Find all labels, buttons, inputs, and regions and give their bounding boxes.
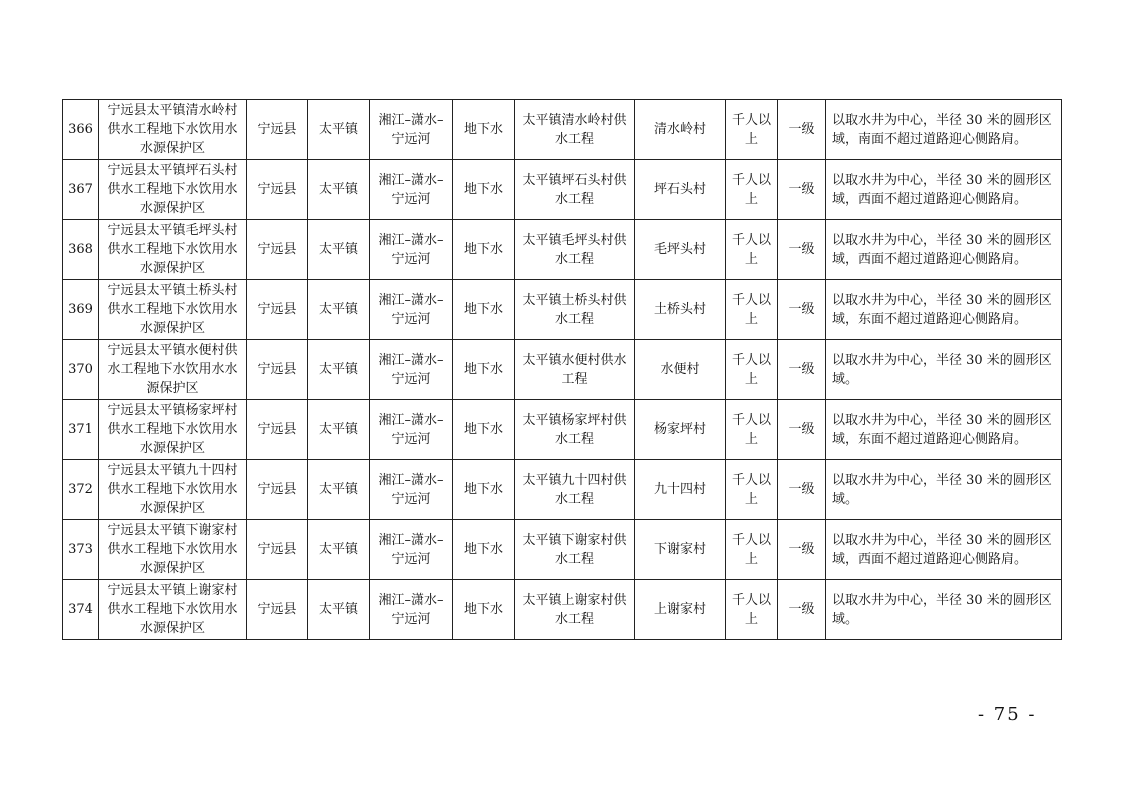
- table-row: [63, 580, 1062, 640]
- water-source-type-cell: 地下水: [453, 520, 515, 580]
- town-cell: 太平镇: [308, 340, 370, 400]
- protection-level-cell: 一级: [778, 460, 826, 520]
- supply-project-cell: 太平镇土桥头村供水工程: [515, 280, 635, 340]
- river-system-cell: 湘江–潇水–宁远河: [370, 160, 453, 220]
- water-source-type-cell: 地下水: [453, 100, 515, 160]
- supply-scale-cell: 千人以上: [726, 400, 778, 460]
- village-cell: 坪石头村: [635, 160, 726, 220]
- supply-project-cell: 太平镇水便村供水工程: [515, 340, 635, 400]
- supply-project-cell: 太平镇清水岭村供水工程: [515, 100, 635, 160]
- page-number: - 75 -: [978, 704, 1037, 725]
- table-row: [63, 160, 1062, 220]
- protection-scope-cell: 以取水井为中心，半径 30 米的圆形区域，西面不超过道路迎心侧路肩。: [826, 220, 1062, 280]
- water-source-type-cell: 地下水: [453, 580, 515, 640]
- table-row: [63, 340, 1062, 400]
- protection-level-cell: 一级: [778, 520, 826, 580]
- row-number-cell: 371: [63, 400, 99, 460]
- water-source-type-cell: 地下水: [453, 400, 515, 460]
- county-cell: 宁远县: [247, 100, 308, 160]
- water-source-protection-table: [62, 99, 1062, 640]
- row-number-cell: 370: [63, 340, 99, 400]
- table-row: [63, 460, 1062, 520]
- protection-scope-cell: 以取水井为中心，半径 30 米的圆形区域。: [826, 460, 1062, 520]
- river-system-cell: 湘江–潇水–宁远河: [370, 280, 453, 340]
- protection-zone-name-cell: 宁远县太平镇坪石头村供水工程地下水饮用水水源保护区: [99, 160, 247, 220]
- supply-project-cell: 太平镇九十四村供水工程: [515, 460, 635, 520]
- protection-zone-name-cell: 宁远县太平镇毛坪头村供水工程地下水饮用水水源保护区: [99, 220, 247, 280]
- village-cell: 上谢家村: [635, 580, 726, 640]
- town-cell: 太平镇: [308, 580, 370, 640]
- river-system-cell: 湘江–潇水–宁远河: [370, 580, 453, 640]
- supply-scale-cell: 千人以上: [726, 460, 778, 520]
- supply-scale-cell: 千人以上: [726, 220, 778, 280]
- row-number-cell: 367: [63, 160, 99, 220]
- row-number-cell: 373: [63, 520, 99, 580]
- county-cell: 宁远县: [247, 460, 308, 520]
- protection-level-cell: 一级: [778, 340, 826, 400]
- supply-scale-cell: 千人以上: [726, 340, 778, 400]
- row-number-cell: 366: [63, 100, 99, 160]
- county-cell: 宁远县: [247, 220, 308, 280]
- supply-scale-cell: 千人以上: [726, 280, 778, 340]
- protection-level-cell: 一级: [778, 100, 826, 160]
- village-cell: 九十四村: [635, 460, 726, 520]
- table-body: [63, 100, 1062, 640]
- protection-level-cell: 一级: [778, 580, 826, 640]
- supply-project-cell: 太平镇上谢家村供水工程: [515, 580, 635, 640]
- river-system-cell: 湘江–潇水–宁远河: [370, 460, 453, 520]
- county-cell: 宁远县: [247, 160, 308, 220]
- village-cell: 土桥头村: [635, 280, 726, 340]
- river-system-cell: 湘江–潇水–宁远河: [370, 400, 453, 460]
- table-row: [63, 280, 1062, 340]
- town-cell: 太平镇: [308, 400, 370, 460]
- river-system-cell: 湘江–潇水–宁远河: [370, 340, 453, 400]
- supply-project-cell: 太平镇下谢家村供水工程: [515, 520, 635, 580]
- county-cell: 宁远县: [247, 280, 308, 340]
- table-row: [63, 520, 1062, 580]
- protection-level-cell: 一级: [778, 220, 826, 280]
- protection-scope-cell: 以取水井为中心，半径 30 米的圆形区域，南面不超过道路迎心侧路肩。: [826, 100, 1062, 160]
- village-cell: 毛坪头村: [635, 220, 726, 280]
- supply-scale-cell: 千人以上: [726, 520, 778, 580]
- water-source-type-cell: 地下水: [453, 280, 515, 340]
- town-cell: 太平镇: [308, 280, 370, 340]
- town-cell: 太平镇: [308, 460, 370, 520]
- county-cell: 宁远县: [247, 520, 308, 580]
- protection-zone-name-cell: 宁远县太平镇杨家坪村供水工程地下水饮用水水源保护区: [99, 400, 247, 460]
- water-source-type-cell: 地下水: [453, 220, 515, 280]
- village-cell: 水便村: [635, 340, 726, 400]
- row-number-cell: 372: [63, 460, 99, 520]
- supply-project-cell: 太平镇坪石头村供水工程: [515, 160, 635, 220]
- supply-scale-cell: 千人以上: [726, 580, 778, 640]
- river-system-cell: 湘江–潇水–宁远河: [370, 100, 453, 160]
- protection-scope-cell: 以取水井为中心，半径 30 米的圆形区域。: [826, 340, 1062, 400]
- village-cell: 杨家坪村: [635, 400, 726, 460]
- village-cell: 清水岭村: [635, 100, 726, 160]
- town-cell: 太平镇: [308, 520, 370, 580]
- water-source-type-cell: 地下水: [453, 160, 515, 220]
- river-system-cell: 湘江–潇水–宁远河: [370, 520, 453, 580]
- town-cell: 太平镇: [308, 160, 370, 220]
- protection-zone-name-cell: 宁远县太平镇水便村供水工程地下水饮用水水源保护区: [99, 340, 247, 400]
- row-number-cell: 374: [63, 580, 99, 640]
- protection-zone-name-cell: 宁远县太平镇土桥头村供水工程地下水饮用水水源保护区: [99, 280, 247, 340]
- row-number-cell: 368: [63, 220, 99, 280]
- county-cell: 宁远县: [247, 580, 308, 640]
- town-cell: 太平镇: [308, 100, 370, 160]
- protection-scope-cell: 以取水井为中心，半径 30 米的圆形区域，东面不超过道路迎心侧路肩。: [826, 280, 1062, 340]
- table-row: [63, 100, 1062, 160]
- protection-zone-name-cell: 宁远县太平镇上谢家村供水工程地下水饮用水水源保护区: [99, 580, 247, 640]
- county-cell: 宁远县: [247, 340, 308, 400]
- river-system-cell: 湘江–潇水–宁远河: [370, 220, 453, 280]
- protection-level-cell: 一级: [778, 160, 826, 220]
- water-source-type-cell: 地下水: [453, 460, 515, 520]
- village-cell: 下谢家村: [635, 520, 726, 580]
- protection-zone-name-cell: 宁远县太平镇下谢家村供水工程地下水饮用水水源保护区: [99, 520, 247, 580]
- county-cell: 宁远县: [247, 400, 308, 460]
- table-row: [63, 220, 1062, 280]
- table-row: [63, 400, 1062, 460]
- supply-project-cell: 太平镇杨家坪村供水工程: [515, 400, 635, 460]
- protection-scope-cell: 以取水井为中心，半径 30 米的圆形区域，东面不超过道路迎心侧路肩。: [826, 400, 1062, 460]
- protection-scope-cell: 以取水井为中心，半径 30 米的圆形区域，西面不超过道路迎心侧路肩。: [826, 160, 1062, 220]
- supply-scale-cell: 千人以上: [726, 160, 778, 220]
- protection-scope-cell: 以取水井为中心，半径 30 米的圆形区域，西面不超过道路迎心侧路肩。: [826, 520, 1062, 580]
- protection-zone-name-cell: 宁远县太平镇九十四村供水工程地下水饮用水水源保护区: [99, 460, 247, 520]
- protection-zone-name-cell: 宁远县太平镇清水岭村供水工程地下水饮用水水源保护区: [99, 100, 247, 160]
- protection-scope-cell: 以取水井为中心，半径 30 米的圆形区域。: [826, 580, 1062, 640]
- row-number-cell: 369: [63, 280, 99, 340]
- town-cell: 太平镇: [308, 220, 370, 280]
- supply-scale-cell: 千人以上: [726, 100, 778, 160]
- protection-level-cell: 一级: [778, 400, 826, 460]
- water-source-type-cell: 地下水: [453, 340, 515, 400]
- supply-project-cell: 太平镇毛坪头村供水工程: [515, 220, 635, 280]
- protection-level-cell: 一级: [778, 280, 826, 340]
